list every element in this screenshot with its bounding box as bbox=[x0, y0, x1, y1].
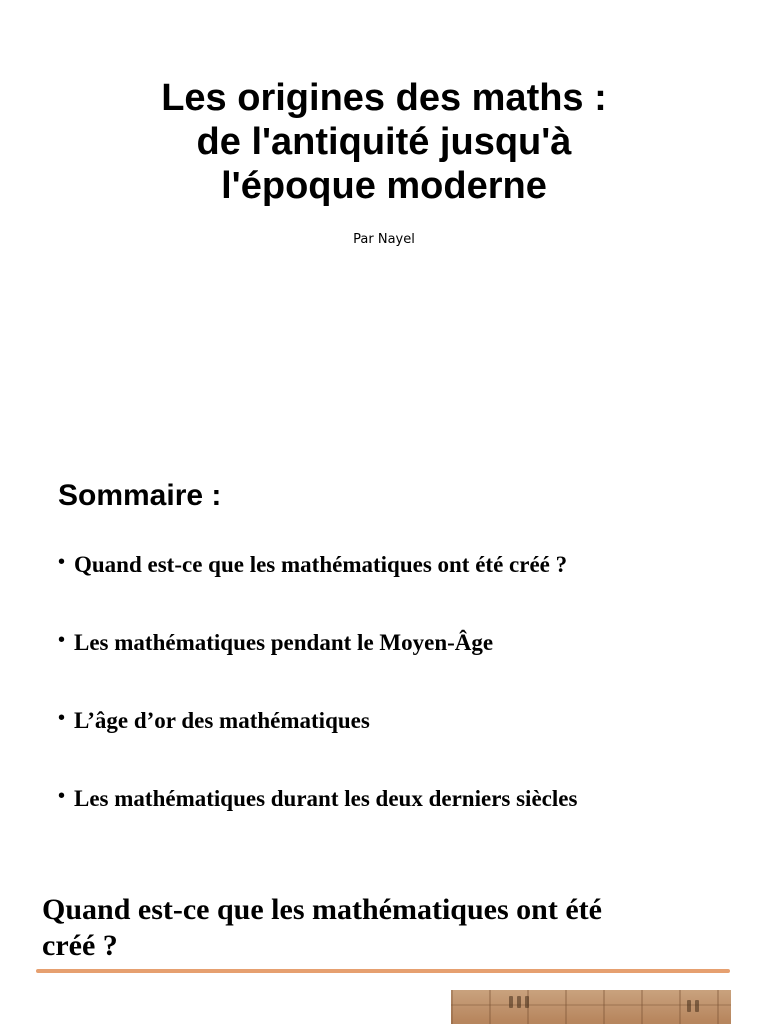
title-line: Les origines des maths : bbox=[161, 77, 607, 119]
section-heading-line: Quand est-ce que les mathématiques ont été bbox=[42, 893, 602, 926]
section-heading bbox=[42, 892, 732, 964]
summary-item bbox=[58, 706, 748, 784]
bullet-icon: • bbox=[58, 629, 66, 651]
cuneiform-mark bbox=[687, 1000, 691, 1012]
cuneiform-mark bbox=[695, 1000, 699, 1012]
cuneiform-mark bbox=[509, 996, 513, 1008]
summary-item-text: Quand est-ce que les mathématiques ont été créé ? bbox=[74, 552, 568, 577]
summary-item bbox=[58, 784, 748, 862]
bullet-icon: • bbox=[58, 707, 66, 729]
summary-slide bbox=[0, 440, 768, 870]
summary-item-text: Les mathématiques pendant le Moyen-Âge bbox=[74, 630, 494, 655]
title-line: l'époque moderne bbox=[221, 165, 547, 207]
title-slide bbox=[0, 0, 768, 440]
summary-item-text: Les mathématiques durant les deux derniers siècles bbox=[74, 786, 578, 811]
cuneiform-mark bbox=[525, 996, 529, 1008]
author-byline: Par Nayel bbox=[353, 232, 415, 247]
section-divider bbox=[36, 969, 730, 973]
summary-list bbox=[58, 550, 748, 862]
bullet-icon: • bbox=[58, 551, 66, 573]
summary-heading: Sommaire : bbox=[58, 479, 222, 512]
bullet-icon: • bbox=[58, 785, 66, 807]
title-line: de l'antiquité jusqu'à bbox=[196, 121, 572, 163]
section-slide bbox=[0, 870, 768, 1024]
section-heading-line: créé ? bbox=[42, 929, 118, 962]
summary-item-text: L’âge d’or des mathématiques bbox=[74, 708, 370, 733]
clay-tablet-image bbox=[451, 990, 731, 1024]
cuneiform-mark bbox=[517, 996, 521, 1008]
summary-item bbox=[58, 550, 748, 628]
summary-item bbox=[58, 628, 748, 706]
presentation-title bbox=[60, 76, 708, 208]
